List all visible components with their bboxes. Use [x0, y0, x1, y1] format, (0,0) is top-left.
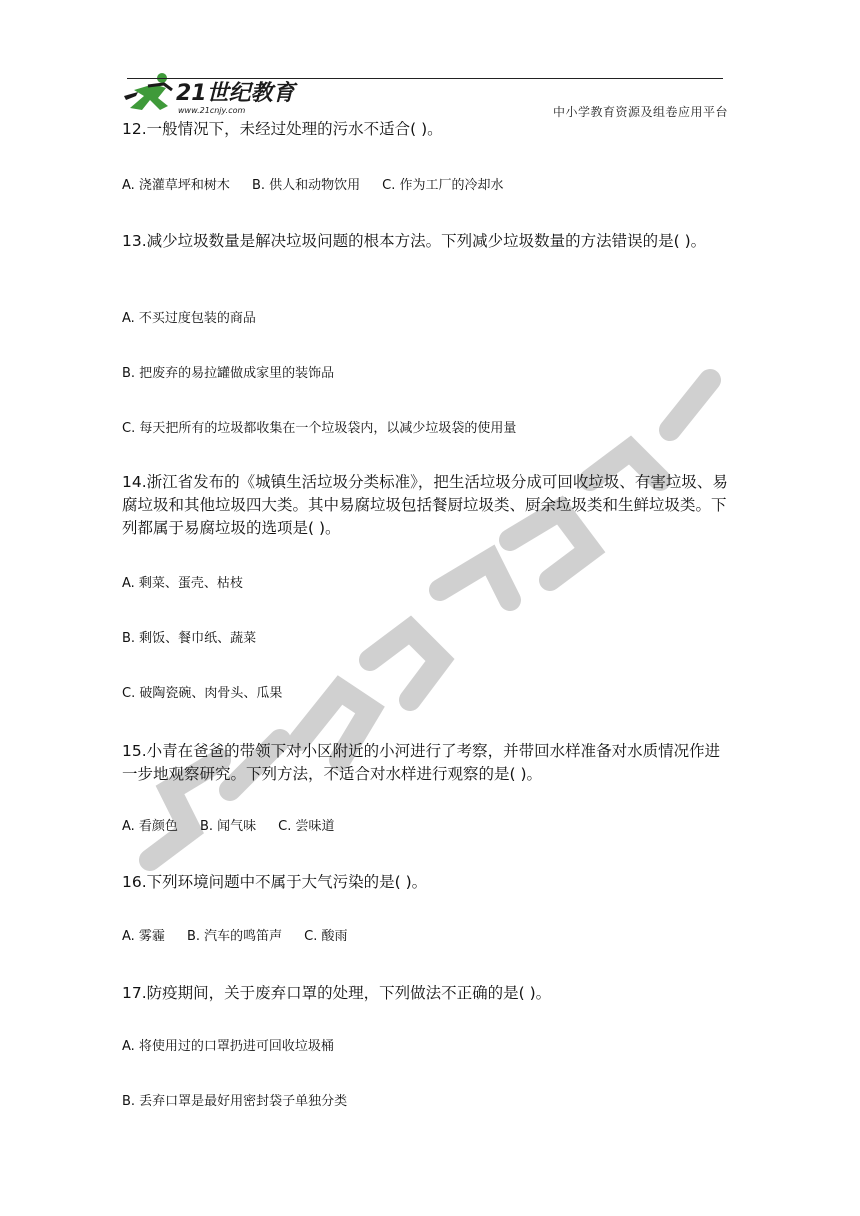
option-a: A. 看颜色: [122, 819, 178, 834]
option-c: C. 作为工厂的冷却水: [382, 178, 504, 193]
question-17: 17.防疫期间，关于废弃口罩的处理，下列做法不正确的是( )。: [122, 984, 552, 1002]
logo-url-text: www.21cnjy.com: [178, 106, 246, 115]
option-a: A. 浇灌草坪和树木: [122, 178, 230, 193]
question-14-option-c: C. 破陶瓷碗、肉骨头、瓜果: [122, 686, 283, 701]
question-16: 16.下列环境问题中不属于大气污染的是( )。: [122, 873, 428, 891]
question-13-option-b: B. 把废弃的易拉罐做成家里的装饰品: [122, 366, 335, 381]
question-17-option-a: A. 将使用过的口罩扔进可回收垃圾桶: [122, 1039, 334, 1054]
header-rule: [127, 78, 723, 79]
question-17-option-b: B. 丢弃口罩是最好用密封袋子单独分类: [122, 1094, 348, 1109]
question-12: 12.一般情况下，未经过处理的污水不适合( )。: [122, 120, 443, 138]
option-b: B. 闻气味: [199, 819, 257, 834]
option-b: B. 汽车的鸣笛声: [186, 929, 283, 944]
question-15: 15.小青在爸爸的带领下对小区附近的小河进行了考察，并带回水样准备对水质情况作进一步地观察研究。下列方法，不适合对水样进行观察的是( )。: [122, 742, 721, 783]
option-a: A. 雾霾: [122, 929, 165, 944]
question-13-option-a: A. 不买过度包装的商品: [122, 311, 256, 326]
question-15-options: [122, 818, 334, 836]
question-12-options: [122, 177, 503, 195]
platform-tagline: 中小学教育资源及组卷应用平台: [552, 105, 728, 119]
question-13-option-c: C. 每天把所有的垃圾都收集在一个垃圾袋内，以减少垃圾袋的使用量: [122, 421, 517, 436]
option-b: B. 供人和动物饮用: [251, 178, 361, 193]
option-c: C. 尝味道: [278, 819, 335, 834]
question-14-option-b: B. 剩饭、餐巾纸、蔬菜: [122, 631, 257, 646]
question-13: 13.减少垃圾数量是解决垃圾问题的根本方法。下列减少垃圾数量的方法错误的是( )。: [122, 232, 707, 250]
question-14-option-a: A. 剩菜、蛋壳、枯枝: [122, 576, 243, 591]
logo-text: 21世纪教育: [176, 81, 295, 106]
question-16-options: [122, 928, 347, 946]
question-14: 14.浙江省发布的《城镇生活垃圾分类标准》，把生活垃圾分成可回收垃圾、有害垃圾、易腐垃圾和其他垃圾四大类。其中易腐垃圾包括餐厨垃圾类、厨余垃圾类和生鲜垃圾类。下列都属于易腐垃圾的选项是( )。: [122, 473, 728, 537]
option-c: C. 酸雨: [304, 929, 348, 944]
